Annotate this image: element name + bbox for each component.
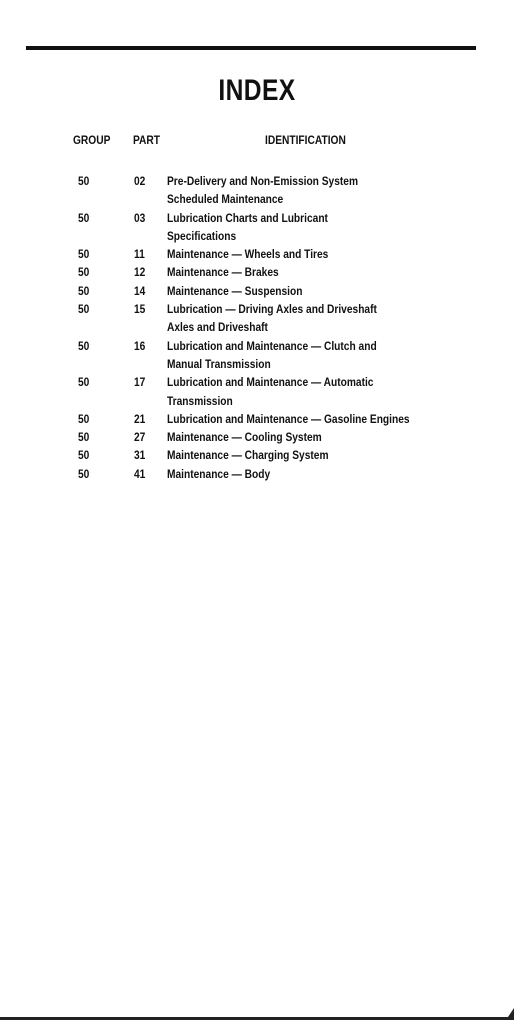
table-row (0, 300, 514, 337)
group-cell: 50 (78, 411, 90, 426)
identification-cell: Maintenance — Body (167, 466, 271, 481)
identification-cell: Maintenance — Cooling System (167, 430, 322, 445)
group-cell: 50 (78, 283, 90, 298)
table-row (0, 172, 514, 209)
identification-cell: Lubrication — Driving Axles and Driveshaft Axles and Driveshaft (167, 302, 377, 335)
group-cell: 50 (78, 375, 90, 390)
part-cell: 16 (134, 338, 146, 353)
table-row (0, 263, 514, 281)
part-cell: 03 (134, 210, 146, 225)
part-cell: 21 (134, 411, 146, 426)
part-cell: 15 (134, 302, 146, 317)
group-cell: 50 (78, 210, 90, 225)
table-row (0, 282, 514, 300)
table-row (0, 465, 514, 483)
part-cell: 02 (134, 174, 146, 188)
column-header-identification: IDENTIFICATION (265, 133, 346, 147)
identification-cell: Lubrication Charts and Lubricant Specifications (167, 210, 328, 243)
bottom-corner-mark (506, 1008, 514, 1020)
index-table (0, 172, 514, 483)
part-cell: 31 (134, 448, 146, 463)
identification-cell: Pre-Delivery and Non-Emission System Scheduled Maintenance (167, 174, 359, 207)
identification-cell: Maintenance — Brakes (167, 265, 279, 280)
table-row (0, 337, 514, 374)
table-row (0, 209, 514, 246)
table-row (0, 446, 514, 464)
group-cell: 50 (78, 302, 90, 317)
table-row (0, 245, 514, 263)
table-row (0, 428, 514, 446)
table-row (0, 410, 514, 428)
identification-cell: Lubrication and Maintenance — Gasoline Engines (167, 411, 410, 426)
top-rule (26, 46, 476, 50)
group-cell: 50 (78, 466, 90, 481)
group-cell: 50 (78, 247, 90, 262)
part-cell: 12 (134, 265, 146, 280)
identification-cell: Maintenance — Wheels and Tires (167, 247, 329, 262)
identification-cell: Maintenance — Suspension (167, 283, 303, 298)
part-cell: 27 (134, 430, 146, 445)
group-cell: 50 (78, 174, 90, 188)
identification-cell: Lubrication and Maintenance — Clutch and Manual Transmission (167, 338, 377, 371)
bottom-rule (0, 1017, 514, 1020)
identification-cell: Maintenance — Charging System (167, 448, 329, 463)
group-cell: 50 (78, 448, 90, 463)
group-cell: 50 (78, 265, 90, 280)
part-cell: 11 (134, 247, 145, 262)
column-header-part: PART (133, 133, 161, 147)
group-cell: 50 (78, 430, 90, 445)
part-cell: 14 (134, 283, 146, 298)
group-cell: 50 (78, 338, 90, 353)
part-cell: 41 (134, 466, 146, 481)
part-cell: 17 (134, 375, 146, 390)
table-row (0, 373, 514, 410)
column-header-group: GROUP (73, 133, 111, 147)
page-title: INDEX (218, 74, 296, 107)
identification-cell: Lubrication and Maintenance — Automatic Transmission (167, 375, 374, 408)
